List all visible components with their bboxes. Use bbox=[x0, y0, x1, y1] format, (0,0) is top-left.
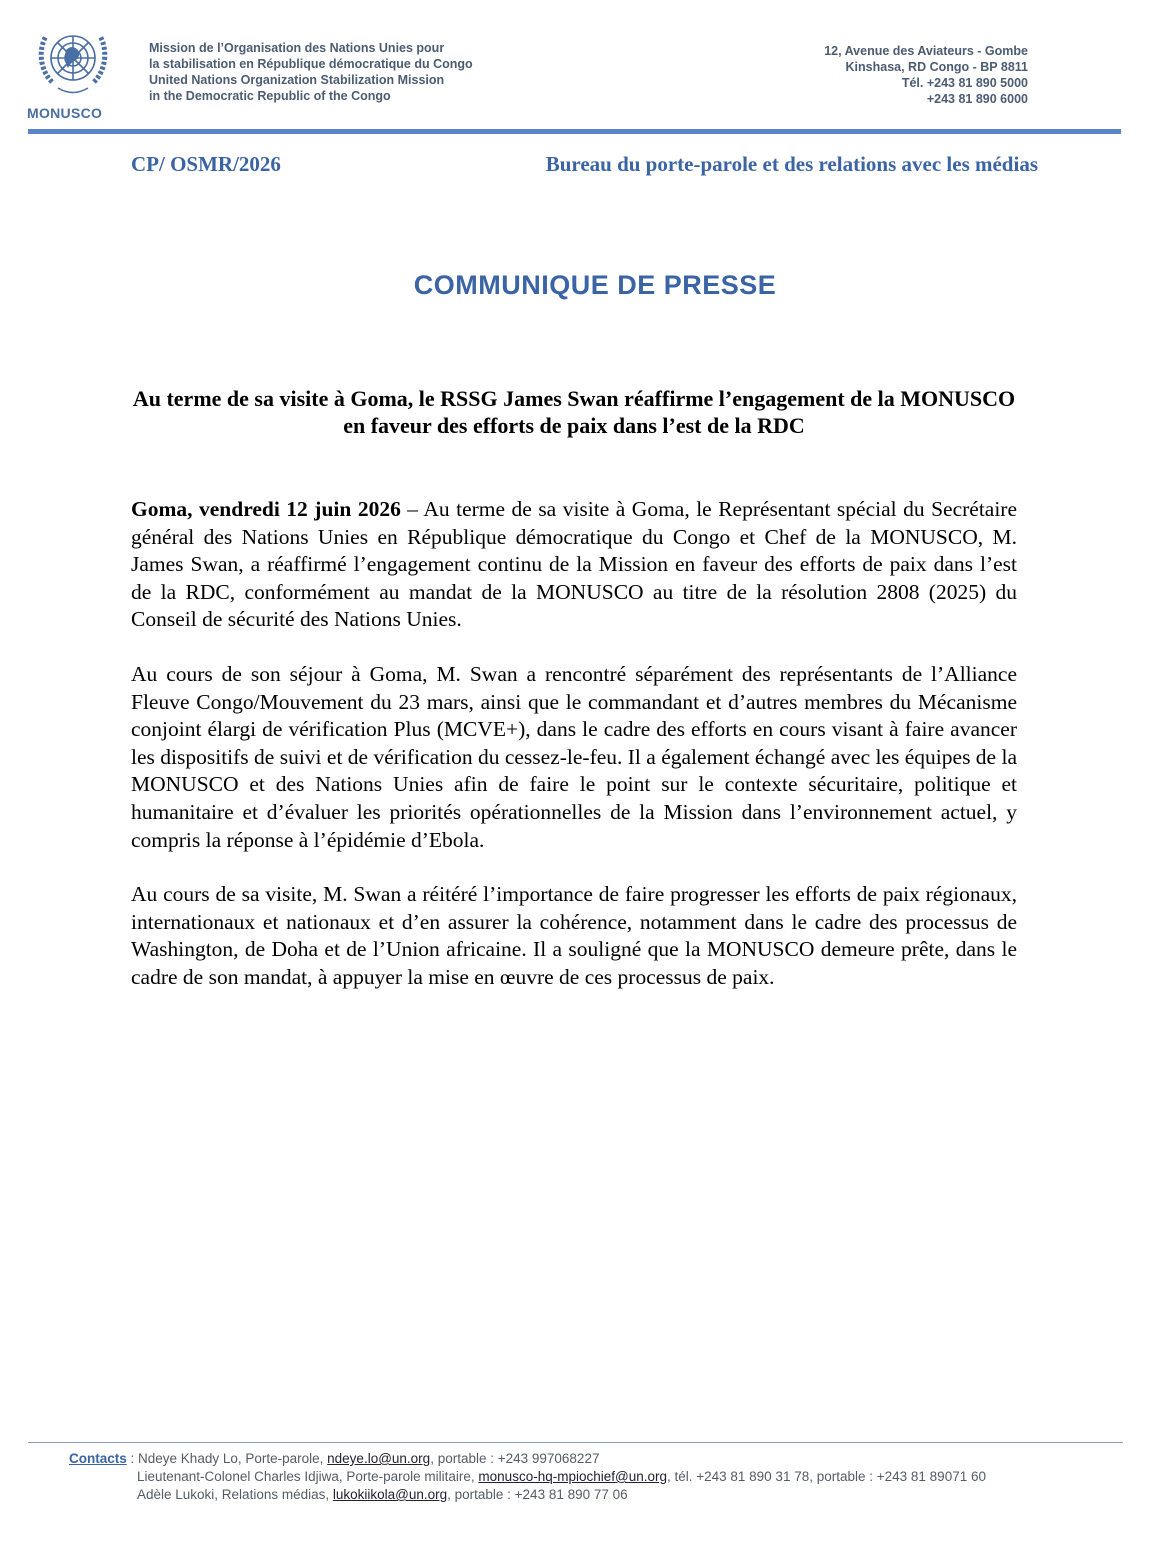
address-block bbox=[824, 43, 1028, 107]
mission-line: in the Democratic Republic of the Congo bbox=[149, 89, 391, 103]
address-line: Tél. +243 81 890 5000 bbox=[901, 76, 1028, 90]
contact-email-link[interactable]: lukokiikola@un.org bbox=[332, 1487, 448, 1502]
paragraph bbox=[131, 496, 1017, 634]
contact-name: Lieutenant-Colonel Charles Idjiwa, Porte-parole militaire, bbox=[137, 1469, 479, 1484]
address-line: +243 81 890 6000 bbox=[926, 92, 1028, 106]
address-line: 12, Avenue des Aviateurs - Gombe bbox=[824, 44, 1028, 58]
mission-line: Mission de l’Organisation des Nations Unies pour bbox=[149, 41, 445, 55]
paragraph: Au cours de son séjour à Goma, M. Swan a rencontré séparément des représentants de l’Alliance Fleuve Congo/Mouvement du 23 mars, ainsi que le commandant et d’autres membres du Mécanisme conjoint élargi de vérification Plus (MCVE+), dans le cadre des efforts en cours visant à faire avancer les dispositifs de suivi et de vérification du cessez-le-feu. Il a également échangé avec les équipes de la MONUSCO et des Nations Unies afin de faire le point sur le contexte sécuritaire, politique et humanitaire et d’évaluer les priorités opérationnelles de la Mission dans l’environnement actuel, y compris la réponse à l’épidémie d’Ebola. bbox=[131, 661, 1017, 852]
contact-phone: , tél. +243 81 890 31 78, portable : +243 81 89071 60 bbox=[666, 1469, 986, 1484]
contact-email-link[interactable]: ndeye.lo@un.org bbox=[327, 1451, 431, 1466]
press-headline: Au terme de sa visite à Goma, le RSSG James Swan réaffirme l’engagement de la MONUSCO en faveur des efforts de paix dans l’est de la RDC bbox=[132, 386, 1016, 438]
office-name: Bureau du porte-parole et des relations avec les médias bbox=[545, 152, 1038, 176]
contacts-separator: : bbox=[126, 1451, 139, 1466]
paragraph-text: – Au terme de sa visite à Goma, le Représentant spécial du Secrétaire général des Nations Unies en République démocratique du Congo et Chef de la MONUSCO, M. James Swan, a réaffirmé l’engagement continu de la Mission en faveur des efforts de paix dans l’est de la RDC, conformément au mandat de la MONUSCO au titre de la résolution 2808 (2025) du Conseil de sécurité des Nations Unies. bbox=[131, 497, 1018, 632]
contact-row bbox=[69, 1450, 986, 1468]
mission-name-block bbox=[149, 40, 473, 104]
header-divider bbox=[28, 129, 1121, 134]
contact-phone: , portable : +243 997068227 bbox=[430, 1451, 600, 1466]
logo-wordmark: MONUSCO bbox=[27, 105, 103, 121]
footer-divider bbox=[28, 1442, 1123, 1443]
contacts-label: Contacts bbox=[69, 1451, 127, 1466]
address-line: Kinshasa, RD Congo - BP 8811 bbox=[845, 60, 1028, 74]
contact-row bbox=[69, 1468, 986, 1486]
contact-name: Adèle Lukoki, Relations médias, bbox=[137, 1487, 333, 1502]
contact-phone: , portable : +243 81 890 77 06 bbox=[447, 1487, 628, 1502]
contact-name: Ndeye Khady Lo, Porte-parole, bbox=[138, 1451, 328, 1466]
contacts-footer bbox=[69, 1450, 986, 1504]
mission-line: la stabilisation en République démocratique du Congo bbox=[149, 57, 473, 71]
mission-line: United Nations Organization Stabilization Mission bbox=[149, 73, 445, 87]
press-body bbox=[131, 496, 1017, 1019]
dateline: Goma, vendredi 12 juin 2026 bbox=[131, 497, 401, 521]
document-title: COMMUNIQUE DE PRESSE bbox=[413, 270, 777, 300]
un-emblem-logo bbox=[28, 20, 118, 100]
un-emblem-icon bbox=[30, 20, 116, 100]
reference-number: CP/ OSMR/2026 bbox=[131, 152, 281, 176]
paragraph: Au cours de sa visite, M. Swan a réitéré l’importance de faire progresser les efforts de paix régionaux, internationaux et nationaux et d’en assurer la cohérence, notamment dans le cadre des processus de Washington, de Doha et de l’Union africaine. Il a souligné que la MONUSCO demeure prête, dans le cadre de son mandat, à appuyer la mise en œuvre de ces processus de paix. bbox=[131, 882, 1017, 989]
contact-row bbox=[69, 1486, 986, 1504]
contact-email-link[interactable]: monusco-hq-mpiochief@un.org bbox=[478, 1469, 667, 1484]
